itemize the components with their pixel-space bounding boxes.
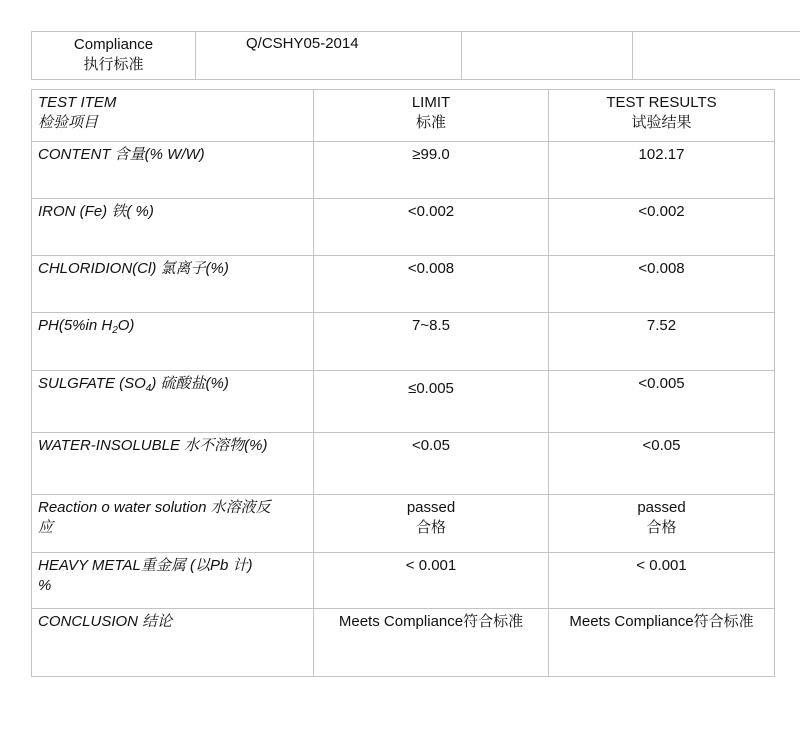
table-row — [32, 142, 775, 199]
compliance-standard-cell — [196, 32, 462, 80]
test-item-cell — [32, 313, 314, 371]
limit-cell: ≤0.005 — [314, 371, 549, 433]
subscript: 2 — [112, 325, 118, 336]
table-row — [32, 609, 775, 677]
limit-line: 合格 — [415, 519, 446, 536]
column-header-cn: 标准 — [415, 114, 446, 131]
column-header-cn: 试验结果 — [631, 114, 692, 131]
test-item-cell — [32, 495, 314, 553]
limit-cell: 7~8.5 — [314, 313, 549, 371]
table-row — [32, 553, 775, 609]
limit-cell: Meets Compliance符合标准 — [314, 609, 549, 677]
limit-cell: <0.05 — [314, 433, 549, 495]
table-row — [32, 256, 775, 313]
table-row — [32, 433, 775, 495]
table-row — [32, 495, 775, 553]
compliance-label-en: Compliance — [73, 36, 154, 53]
compliance-header-table — [31, 31, 800, 80]
test-item-line: % — [38, 577, 52, 594]
test-item-cell: CONCLUSION 结论 — [32, 609, 314, 677]
limit-line: passed — [406, 499, 456, 516]
compliance-label-cell — [32, 32, 196, 80]
result-cell: <0.008 — [549, 256, 775, 313]
column-header-en: LIMIT — [411, 94, 451, 111]
test-item-cell: IRON (Fe) 铁( %) — [32, 199, 314, 256]
limit-cell: ≥99.0 — [314, 142, 549, 199]
test-item-text: SULGFATE (SO — [38, 375, 146, 392]
compliance-label-cn: 执行标准 — [83, 56, 144, 73]
column-header-en: TEST RESULTS — [606, 94, 717, 111]
table-row — [32, 371, 775, 433]
result-cell: <0.002 — [549, 199, 775, 256]
test-item-cell: CONTENT 含量(% W/W) — [32, 142, 314, 199]
result-cell: 102.17 — [549, 142, 775, 199]
result-line: 合格 — [646, 519, 677, 536]
test-item-line: Reaction o water solution 水溶液反 — [38, 499, 271, 516]
table-row — [32, 313, 775, 371]
result-line: passed — [637, 499, 686, 516]
test-item-text: ) 硫酸盐(%) — [151, 375, 229, 392]
test-item-cell: CHLORIDION(Cl) 氯离子(%) — [32, 256, 314, 313]
empty-cell — [462, 32, 633, 80]
test-item-cell — [32, 371, 314, 433]
test-item-text: O) — [117, 317, 135, 334]
table-row — [32, 199, 775, 256]
limit-cell — [314, 495, 549, 553]
column-header-results — [549, 90, 775, 142]
result-cell: <0.005 — [549, 371, 775, 433]
test-item-text: PH(5%in H — [38, 317, 113, 334]
limit-cell: <0.002 — [314, 199, 549, 256]
test-item-line: 应 — [38, 519, 54, 536]
result-cell — [549, 495, 775, 553]
column-header-cn: 检验项目 — [38, 114, 99, 131]
test-item-cell — [32, 553, 314, 609]
result-cell: 7.52 — [549, 313, 775, 371]
table-header-row — [32, 90, 775, 142]
limit-cell: < 0.001 — [314, 553, 549, 609]
result-cell: < 0.001 — [549, 553, 775, 609]
result-cell: <0.05 — [549, 433, 775, 495]
column-header-test-item — [32, 90, 314, 142]
compliance-header-row — [32, 32, 800, 80]
test-item-line: HEAVY METAL重金属 (以Pb 计) — [38, 557, 253, 574]
limit-cell: <0.008 — [314, 256, 549, 313]
test-item-cell: WATER-INSOLUBLE 水不溶物(%) — [32, 433, 314, 495]
compliance-standard: Q/CSHY05-2014 — [246, 35, 359, 52]
column-header-limit — [314, 90, 549, 142]
test-results-table — [31, 89, 775, 677]
result-cell: Meets Compliance符合标准 — [549, 609, 775, 677]
empty-cell — [633, 32, 800, 80]
subscript: 4 — [145, 383, 152, 394]
column-header-en: TEST ITEM — [38, 94, 117, 111]
